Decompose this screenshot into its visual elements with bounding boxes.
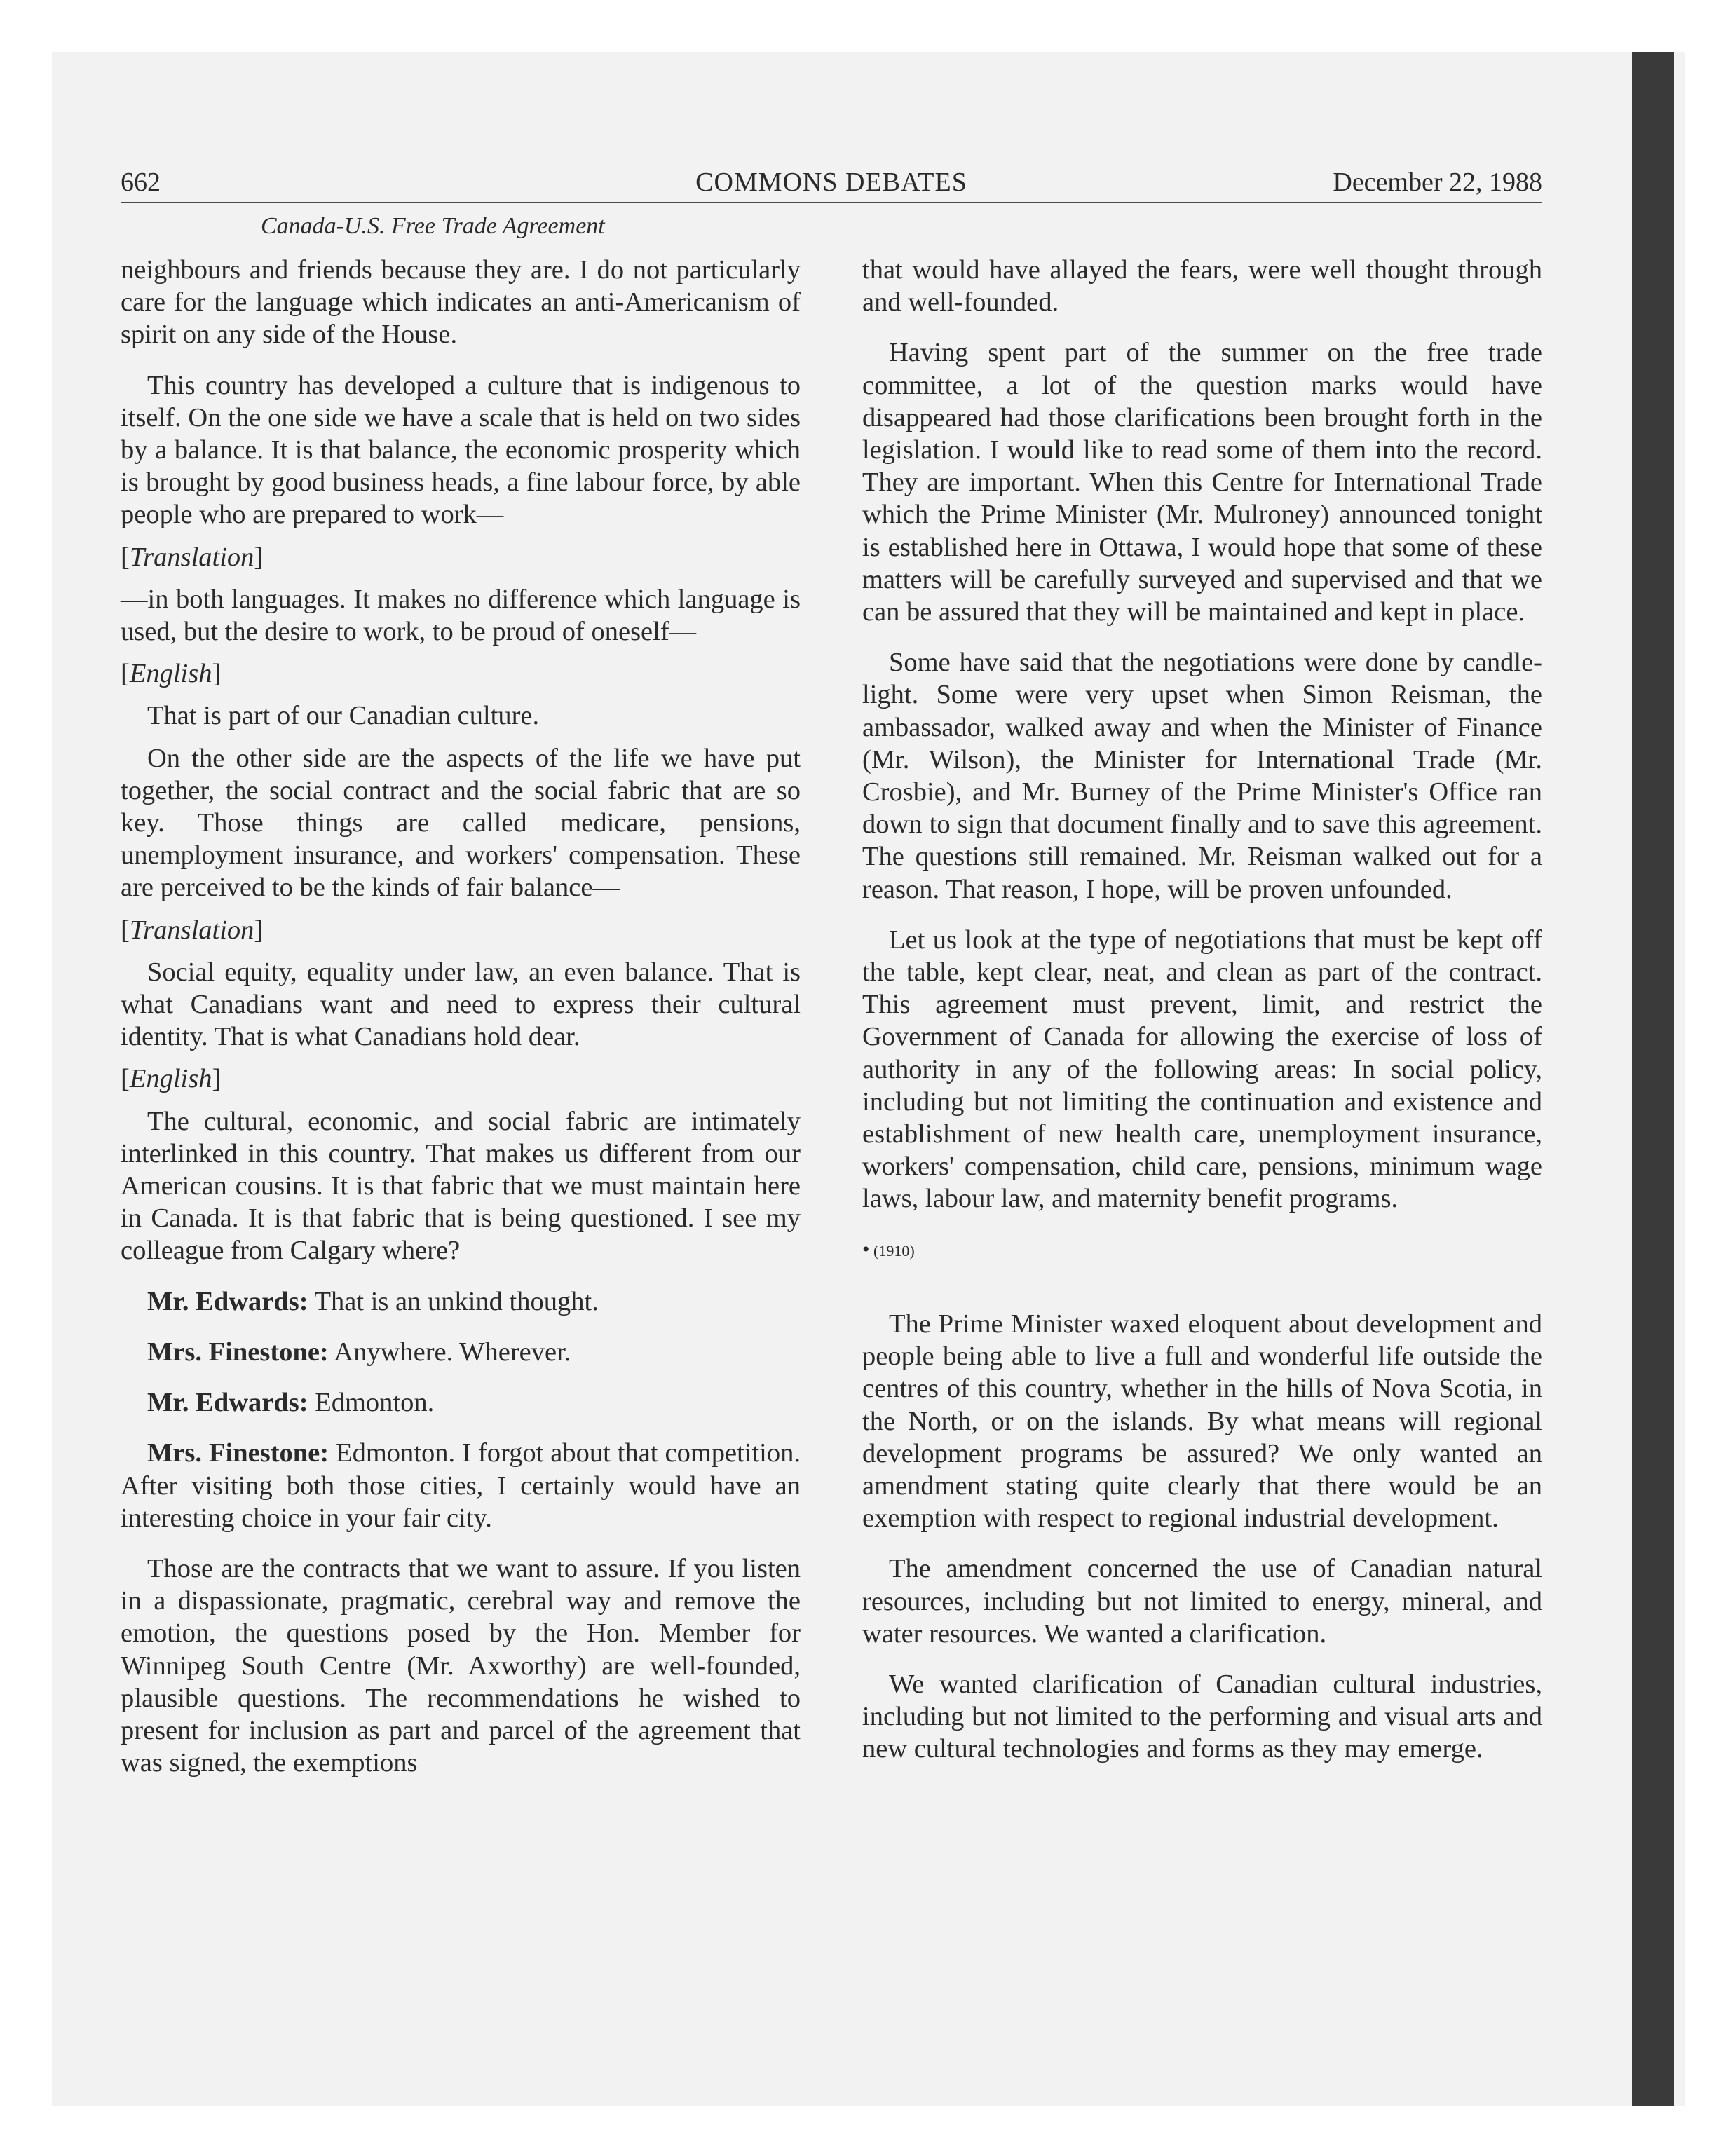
speaker-name: Mr. Edwards: xyxy=(147,1286,308,1316)
paragraph: The amendment concerned the use of Canadian natural resources, including but not limited to energy, mineral, and water resources. We wanted a clarification. xyxy=(862,1554,1542,1649)
paragraph: That is part of our Canadian culture. xyxy=(147,701,540,731)
speech xyxy=(121,1386,801,1419)
journal-title: COMMONS DEBATES xyxy=(695,168,967,197)
speaker-name: Mrs. Finestone: xyxy=(147,1438,329,1468)
paragraph: —in both languages. It makes no difference which language is used, but the desire to work, to be proud of oneself— xyxy=(121,584,801,647)
left-column xyxy=(121,254,801,1797)
language-label: [Translation] xyxy=(121,915,264,945)
speech xyxy=(121,1336,801,1368)
paragraph: Let us look at the type of negotiations that must be kept off the table, kept clear, neat, and clean as part of the contract. This agreement must prevent, limit, and restrict the Government of Canada for allowing the exercise of loss of authority in any of the following areas: In social policy, including but not limiting the continuation and existence and establishment of new health care, unemployment insurance, workers' compensation, child care, pensions, minimum wage laws, labour law, and maternity benefit programs. xyxy=(862,925,1542,1214)
scan-edge-shadow xyxy=(1632,52,1674,2106)
language-label-text: English xyxy=(129,659,212,689)
paragraph: Having spent part of the summer on the free trade committee, a lot of the question marks would have disappeared had those clarifications been brought forth in the legislation. I would like to read some of them into the record. They are important. When this Centre for International Trade which the Prime Minister (Mr. Mulroney) announced tonight is established here in Ottawa, I would hope that some of these matters will be carefully surveyed and supervised and that we can be assured that they will be maintained and kept in place. xyxy=(862,338,1542,627)
time-marker-text: (1910) xyxy=(873,1241,915,1260)
speech-text: Edmonton. I forgot about that competition. After visiting both those cities, I certainly would have an interesting choice in your fair city. xyxy=(121,1438,801,1533)
paragraph: This country has developed a culture that is indigenous to itself. On the one side we have a scale that is held on two sides by a balance. It is that balance, the economic prosperity which is brought by good business heads, a fine labour force, by able people who are prepared to work— xyxy=(121,370,801,530)
paragraph: that would have allayed the fears, were well thought through and well-founded. xyxy=(862,255,1542,318)
language-label: [English] xyxy=(121,659,222,689)
language-label-text: Translation xyxy=(129,542,254,572)
page-date: December 22, 1988 xyxy=(1333,168,1542,197)
language-label-text: English xyxy=(129,1064,212,1094)
text-columns xyxy=(121,254,1542,1797)
language-label: [English] xyxy=(121,1064,222,1094)
speech-text: That is an unkind thought. xyxy=(314,1286,599,1316)
language-label: [Translation] xyxy=(121,542,264,572)
running-header xyxy=(121,163,1542,203)
bullet-icon: • xyxy=(862,1237,870,1261)
right-column xyxy=(862,254,1542,1797)
speech-text: Anywhere. Wherever. xyxy=(334,1337,571,1367)
speech xyxy=(121,1437,801,1534)
speaker-name: Mr. Edwards: xyxy=(147,1388,308,1418)
page-number: 662 xyxy=(121,168,161,197)
paragraph: The Prime Minister waxed eloquent about development and people being able to live a full and wonderful life outside the centres of this country, whether in the hills of Nova Scotia, in the North, or on the islands. By what means will regional development programs be assured? We only wanted an amendment stating quite clearly that there would be an exemption with respect to regional industrial development. xyxy=(862,1309,1542,1534)
paragraph: neighbours and friends because they are. I do not particularly care for the language which indicates an anti-Americanism of spirit on any side of the House. xyxy=(121,255,801,350)
speech xyxy=(121,1285,801,1318)
paragraph: Those are the contracts that we want to assure. If you listen in a dispassionate, pragmatic, cerebral way and remove the emotion, the questions posed by the Hon. Member for Winnipeg South Centre (Mr. Axworthy) are well-founded, plausible questions. The recommendations he wished to present for inclusion as part and parcel of the agreement that was signed, the exemptions xyxy=(121,1553,801,1778)
speaker-name: Mrs. Finestone: xyxy=(147,1337,329,1367)
paragraph: Social equity, equality under law, an even balance. That is what Canadians want and need to express their cultural identity. That is what Canadians hold dear. xyxy=(121,957,801,1052)
paragraph: We wanted clarification of Canadian cultural industries, including but not limited to the performing and visual arts and new cultural technologies and forms as they may emerge. xyxy=(862,1669,1542,1764)
speech-text: Edmonton. xyxy=(315,1388,435,1418)
topic-heading: Canada-U.S. Free Trade Agreement xyxy=(261,213,605,239)
paragraph: On the other side are the aspects of the life we have put together, the social contract and the social fabric that are so key. Those things are called medicare, pensions, unemployment insurance, and workers' compensation. These are perceived to be the kinds of fair balance— xyxy=(121,743,801,903)
language-label-text: Translation xyxy=(129,915,254,945)
document-page xyxy=(121,163,1542,1797)
time-marker xyxy=(862,1234,1542,1267)
paragraph: The cultural, economic, and social fabric are intimately interlinked in this country. That makes us different from our American cousins. It is that fabric that we must maintain here in Canada. It is that fabric that is being questioned. I see my colleague from Calgary where? xyxy=(121,1106,801,1266)
paragraph: Some have said that the negotiations were done by candle-light. Some were very upset when Simon Reisman, the ambassador, walked away and when the Minister of Finance (Mr. Wilson), the Minister for International Trade (Mr. Crosbie), and Mr. Burney of the Prime Minister's Office ran down to sign that document finally and to save this agreement. The questions still remained. Mr. Reisman walked out for a reason. That reason, I hope, will be proven unfounded. xyxy=(862,648,1542,904)
